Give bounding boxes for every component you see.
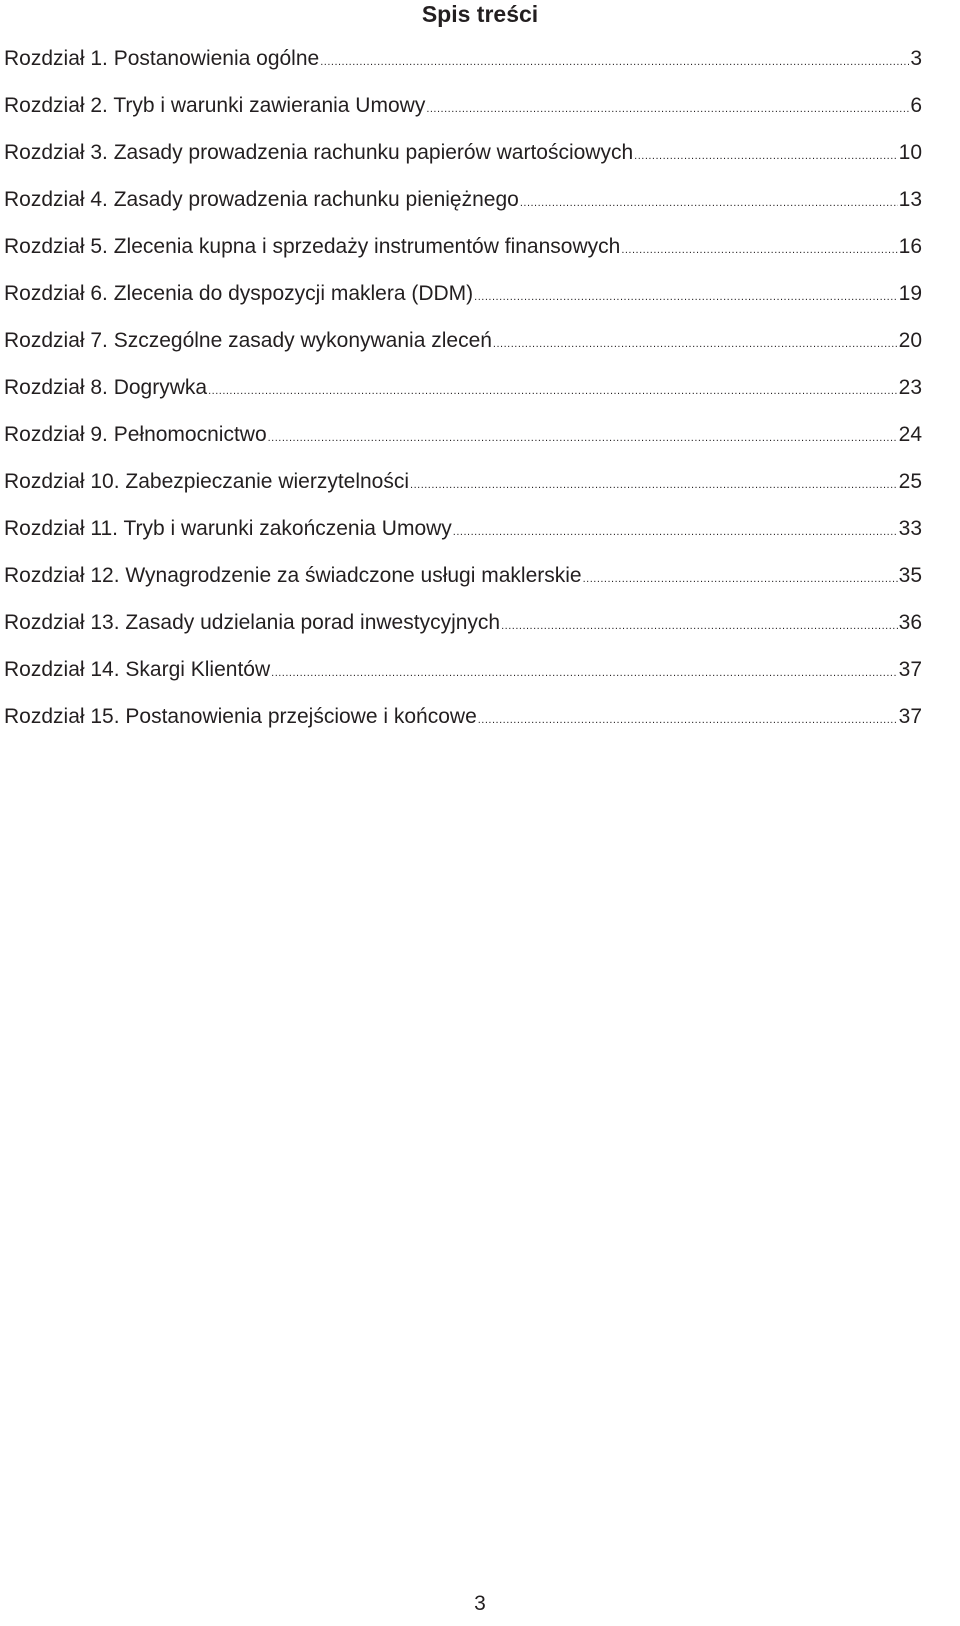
toc-dot-leader — [268, 423, 898, 453]
toc-entry-page: 19 — [898, 282, 922, 305]
toc-entry[interactable] — [4, 420, 922, 467]
toc-entry-page: 36 — [898, 611, 922, 634]
toc-entry-label: Rozdział 12. Wynagrodzenie za świadczone usługi maklerskie — [4, 564, 582, 587]
table-of-contents — [4, 44, 922, 749]
toc-entry-page: 33 — [898, 517, 922, 540]
toc-dot-leader — [208, 376, 898, 406]
page-number: 3 — [474, 1592, 486, 1615]
toc-entry-page: 16 — [898, 235, 922, 258]
toc-entry-page: 37 — [898, 705, 922, 728]
toc-entry[interactable] — [4, 44, 922, 91]
toc-dot-leader — [410, 470, 898, 500]
toc-entry[interactable] — [4, 467, 922, 514]
toc-entry[interactable] — [4, 279, 922, 326]
toc-entry-page: 23 — [898, 376, 922, 399]
toc-dot-leader — [501, 611, 898, 641]
toc-entry-page: 20 — [898, 329, 922, 352]
toc-entry-page: 25 — [898, 470, 922, 493]
toc-entry[interactable] — [4, 514, 922, 561]
toc-entry-label: Rozdział 1. Postanowienia ogólne — [4, 47, 320, 70]
toc-dot-leader — [583, 564, 898, 594]
toc-dot-leader — [478, 705, 898, 735]
page-title: Spis treści — [421, 1, 539, 27]
toc-entry-label: Rozdział 14. Skargi Klientów — [4, 658, 271, 681]
toc-dot-leader — [453, 517, 898, 547]
toc-entry-page: 6 — [910, 94, 922, 117]
toc-entry[interactable] — [4, 185, 922, 232]
toc-entry-label: Rozdział 7. Szczególne zasady wykonywania zleceń — [4, 329, 492, 352]
toc-entry-page: 37 — [898, 658, 922, 681]
toc-entry[interactable] — [4, 702, 922, 749]
toc-entry-label: Rozdział 4. Zasady prowadzenia rachunku pieniężnego — [4, 188, 519, 211]
toc-entry-page: 35 — [898, 564, 922, 587]
toc-entry[interactable] — [4, 561, 922, 608]
toc-entry[interactable] — [4, 91, 922, 138]
toc-entry-page: 10 — [898, 141, 922, 164]
toc-entry-label: Rozdział 6. Zlecenia do dyspozycji maklera (DDM) — [4, 282, 474, 305]
toc-dot-leader — [634, 141, 897, 171]
toc-entry[interactable] — [4, 232, 922, 279]
toc-entry[interactable] — [4, 138, 922, 185]
toc-entry-label: Rozdział 8. Dogrywka — [4, 376, 208, 399]
toc-entry-label: Rozdział 13. Zasady udzielania porad inwestycyjnych — [4, 611, 501, 634]
toc-dot-leader — [426, 94, 909, 124]
toc-entry[interactable] — [4, 608, 922, 655]
toc-entry[interactable] — [4, 655, 922, 702]
toc-entry-page: 24 — [898, 423, 922, 446]
toc-dot-leader — [621, 235, 897, 265]
toc-entry-label: Rozdział 15. Postanowienia przejściowe i końcowe — [4, 705, 477, 728]
toc-entry[interactable] — [4, 373, 922, 420]
toc-entry-page: 3 — [910, 47, 922, 70]
toc-dot-leader — [520, 188, 898, 218]
toc-dot-leader — [271, 658, 898, 688]
toc-entry[interactable] — [4, 326, 922, 373]
toc-entry-label: Rozdział 11. Tryb i warunki zakończenia Umowy — [4, 517, 452, 540]
toc-entry-label: Rozdział 3. Zasady prowadzenia rachunku papierów wartościowych — [4, 141, 634, 164]
toc-entry-label: Rozdział 10. Zabezpieczanie wierzytelności — [4, 470, 410, 493]
toc-dot-leader — [474, 282, 897, 312]
toc-entry-label: Rozdział 5. Zlecenia kupna i sprzedaży instrumentów finansowych — [4, 235, 621, 258]
toc-dot-leader — [320, 47, 909, 77]
toc-dot-leader — [493, 329, 898, 359]
toc-entry-page: 13 — [898, 188, 922, 211]
toc-entry-label: Rozdział 2. Tryb i warunki zawierania Umowy — [4, 94, 426, 117]
toc-entry-label: Rozdział 9. Pełnomocnictwo — [4, 423, 267, 446]
